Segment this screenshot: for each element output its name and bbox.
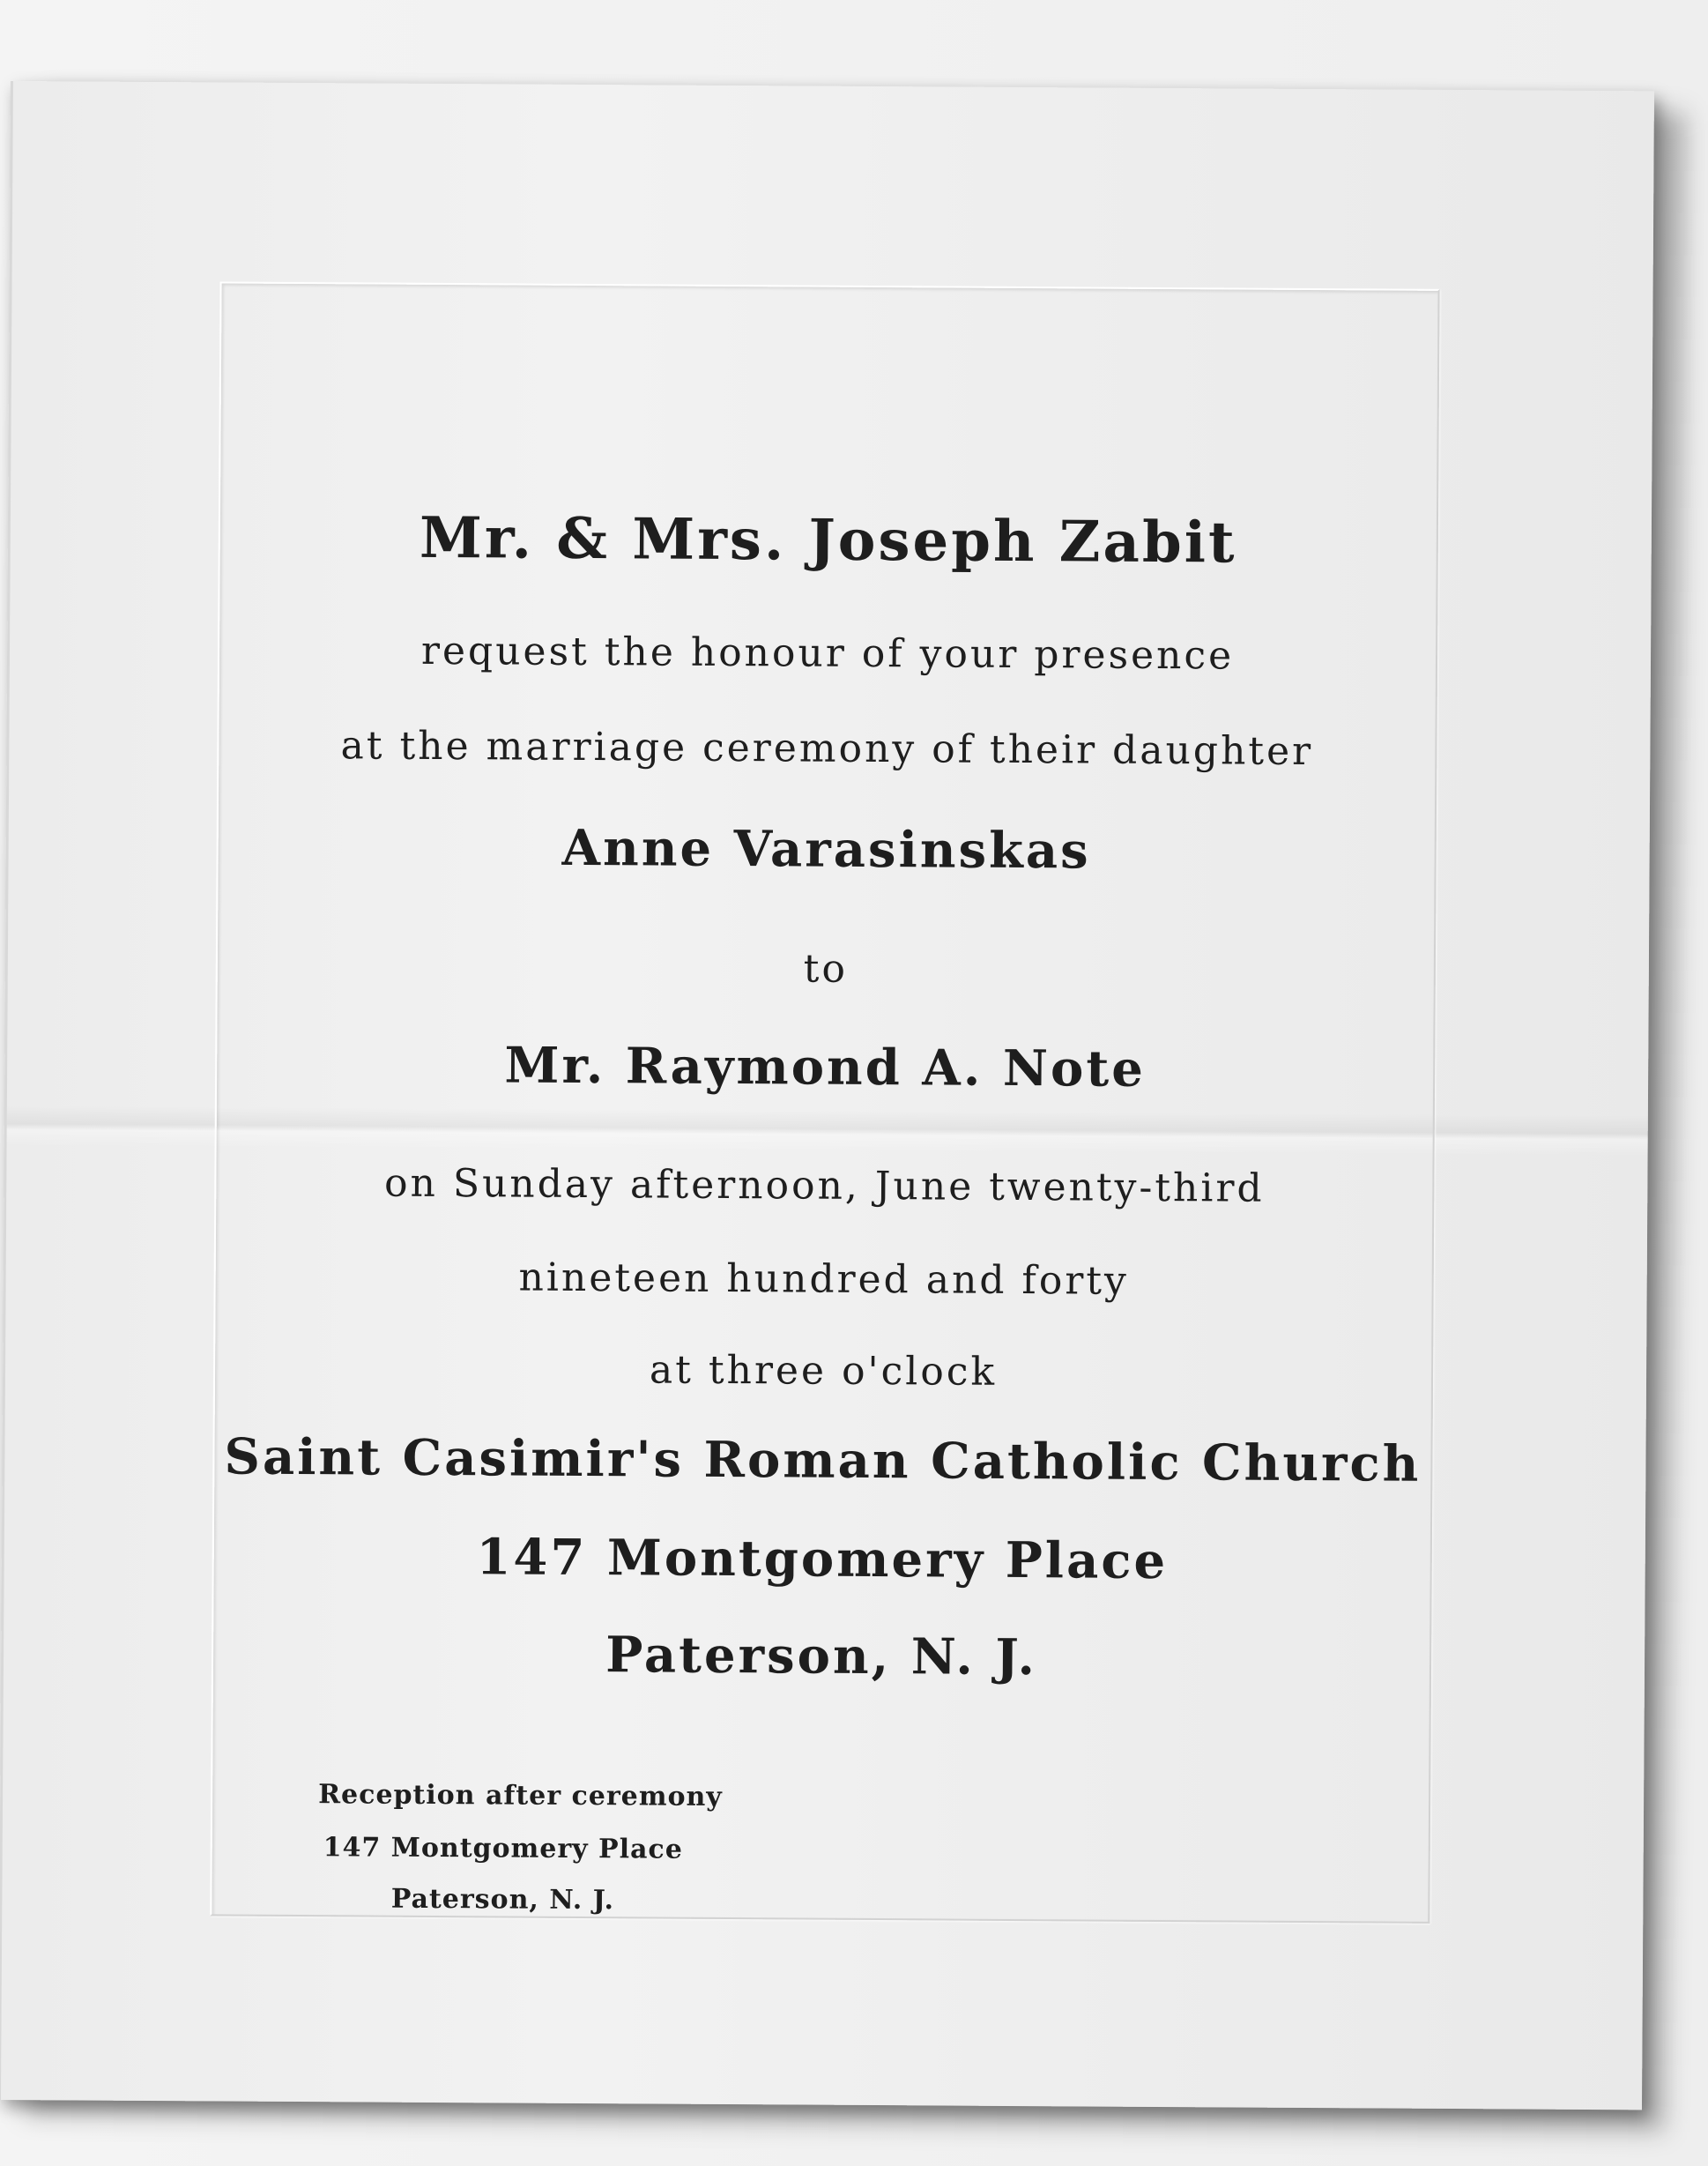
reception-line-1: Reception after ceremony — [318, 1779, 723, 1812]
church-city: Paterson, N. J. — [605, 1626, 1038, 1687]
church-address: 147 Montgomery Place — [476, 1528, 1169, 1591]
bride-name: Anne Varasinskas — [561, 818, 1091, 881]
reception-line-3: Paterson, N. J. — [390, 1883, 615, 1917]
year-line: nineteen hundred and forty — [518, 1254, 1130, 1304]
embossed-plate — [210, 281, 1439, 1923]
invitation-card — [0, 81, 1654, 2110]
to-line: to — [803, 946, 849, 992]
reception-line-2: 147 Montgomery Place — [323, 1832, 683, 1865]
church-name: Saint Casimir's Roman Catholic Church — [224, 1427, 1422, 1493]
time-line: at three o'clock — [649, 1347, 998, 1395]
groom-name: Mr. Raymond A. Note — [504, 1036, 1147, 1098]
date-line: on Sunday afternoon, June twenty-third — [383, 1160, 1265, 1211]
ceremony-line: at the marriage ceremony of their daughter — [340, 723, 1314, 775]
request-line: request the honour of your presence — [420, 628, 1235, 679]
hosts-line: Mr. & Mrs. Joseph Zabit — [419, 504, 1237, 577]
